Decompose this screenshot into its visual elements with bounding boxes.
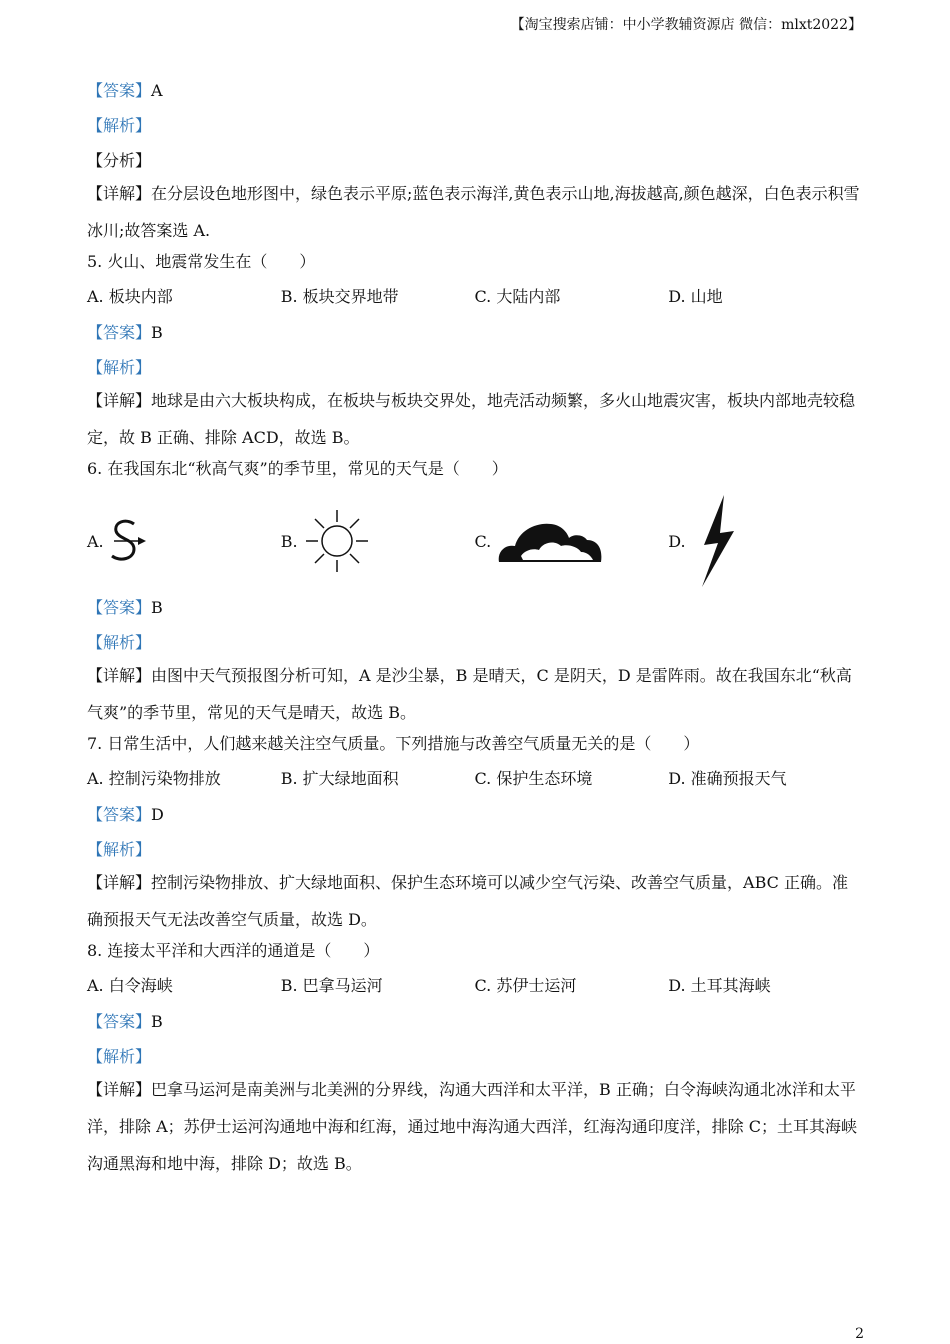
option-a: A. 板块内部 bbox=[87, 287, 173, 306]
option-label: C. bbox=[474, 531, 492, 551]
detail-tag: 【详解】 bbox=[87, 873, 152, 892]
option-b bbox=[281, 506, 475, 576]
detail-text: 控制污染物排放、扩大绿地面积、保护生态环境可以减少空气污染、改善空气质量，ABC 正确。准确预报天气无法改善空气质量，故选 D。 bbox=[87, 873, 848, 929]
option-c: C. 大陆内部 bbox=[474, 287, 561, 306]
option-a: A. 控制污染物排放 bbox=[87, 769, 221, 788]
analysis-tag: 【解析】 bbox=[87, 633, 152, 652]
answer-tag: 【答案】 bbox=[87, 81, 152, 100]
analysis-tag: 【解析】 bbox=[87, 840, 152, 859]
detail-para bbox=[87, 864, 862, 938]
sandstorm-icon bbox=[108, 516, 148, 566]
option-c: C. 保护生态环境 bbox=[474, 769, 593, 788]
answer-value: B bbox=[151, 1012, 163, 1031]
options-7 bbox=[87, 766, 862, 802]
answer-tag: 【答案】 bbox=[87, 323, 152, 342]
question-5: 5. 火山、地震常发生在（ ） bbox=[87, 252, 316, 271]
answer-value: B bbox=[151, 598, 163, 617]
answer-value: A bbox=[151, 81, 163, 100]
fenxi-tag: 【分析】 bbox=[87, 151, 152, 170]
answer-value: D bbox=[151, 805, 164, 824]
page-header: 【淘宝搜索店铺：中小学教辅资源店 微信：mlxt2022】 bbox=[510, 17, 862, 33]
detail-text: 地球是由六大板块构成，在板块与板块交界处，地壳活动频繁，多火山地震灾害，板块内部地壳较稳定，故 B 正确、排除 ACD，故选 B。 bbox=[87, 391, 856, 447]
option-c bbox=[475, 516, 669, 566]
option-label: A. bbox=[87, 531, 104, 551]
option-a: A. 白令海峡 bbox=[87, 976, 173, 995]
answer-tag: 【答案】 bbox=[87, 598, 152, 617]
sunny-icon bbox=[302, 506, 372, 576]
answer-tag: 【答案】 bbox=[87, 805, 152, 824]
detail-text: 在分层设色地形图中，绿色表示平原;蓝色表示海洋,黄色表示山地,海拔越高,颜色越深，白色表示积雪冰川;故答案选 A. bbox=[87, 184, 860, 240]
option-b: B. 扩大绿地面积 bbox=[280, 769, 399, 788]
option-a bbox=[87, 516, 281, 566]
answer-line bbox=[87, 802, 862, 837]
page-number: 2 bbox=[855, 1326, 864, 1342]
analysis-tag: 【解析】 bbox=[87, 1047, 152, 1066]
option-label: D. bbox=[668, 531, 686, 551]
answer-line bbox=[87, 595, 862, 630]
options-8 bbox=[87, 973, 862, 1009]
analysis-tag: 【解析】 bbox=[87, 116, 152, 135]
thunderstorm-icon bbox=[690, 493, 740, 589]
options-6 bbox=[87, 487, 862, 595]
option-c: C. 苏伊士运河 bbox=[474, 976, 577, 995]
detail-para bbox=[87, 1071, 862, 1182]
detail-para bbox=[87, 657, 862, 731]
option-b: B. 板块交界地带 bbox=[280, 287, 399, 306]
analysis-tag: 【解析】 bbox=[87, 358, 152, 377]
question-7: 7. 日常生活中，人们越来越关注空气质量。下列措施与改善空气质量无关的是（ ） bbox=[87, 734, 700, 753]
option-d: D. 土耳其海峡 bbox=[668, 976, 771, 995]
overcast-icon bbox=[495, 516, 607, 566]
question-8: 8. 连接太平洋和大西洋的通道是（ ） bbox=[87, 941, 380, 960]
option-d bbox=[668, 493, 862, 589]
question-6: 6. 在我国东北“秋高气爽”的季节里，常见的天气是（ ） bbox=[87, 459, 508, 478]
option-b: B. 巴拿马运河 bbox=[280, 976, 383, 995]
page-content bbox=[87, 78, 862, 1182]
option-d: D. 准确预报天气 bbox=[668, 769, 787, 788]
answer-value: B bbox=[151, 323, 163, 342]
answer-line bbox=[87, 1009, 862, 1044]
answer-tag: 【答案】 bbox=[87, 1012, 152, 1031]
answer-line bbox=[87, 320, 862, 355]
answer-line bbox=[87, 78, 862, 113]
detail-text: 巴拿马运河是南美洲与北美洲的分界线，沟通大西洋和太平洋，B 正确；白令海峡沟通北冰洋和太平洋，排除 A；苏伊士运河沟通地中海和红海，通过地中海沟通大西洋，红海沟通印度洋，排除 C；土耳其海峡沟通黑海和地中海，排除 D；故选 B。 bbox=[87, 1080, 857, 1173]
options-5 bbox=[87, 284, 862, 320]
option-label: B. bbox=[280, 531, 298, 551]
detail-tag: 【详解】 bbox=[87, 391, 152, 410]
detail-para bbox=[87, 382, 862, 456]
detail-text: 由图中天气预报图分析可知，A 是沙尘暴，B 是晴天，C 是阴天，D 是雷阵雨。故在我国东北“秋高气爽”的季节里，常见的天气是晴天，故选 B。 bbox=[87, 666, 852, 722]
detail-tag: 【详解】 bbox=[87, 666, 152, 685]
detail-tag: 【详解】 bbox=[87, 184, 152, 203]
detail-tag: 【详解】 bbox=[87, 1080, 152, 1099]
detail-para bbox=[87, 175, 862, 249]
option-d: D. 山地 bbox=[668, 287, 723, 306]
